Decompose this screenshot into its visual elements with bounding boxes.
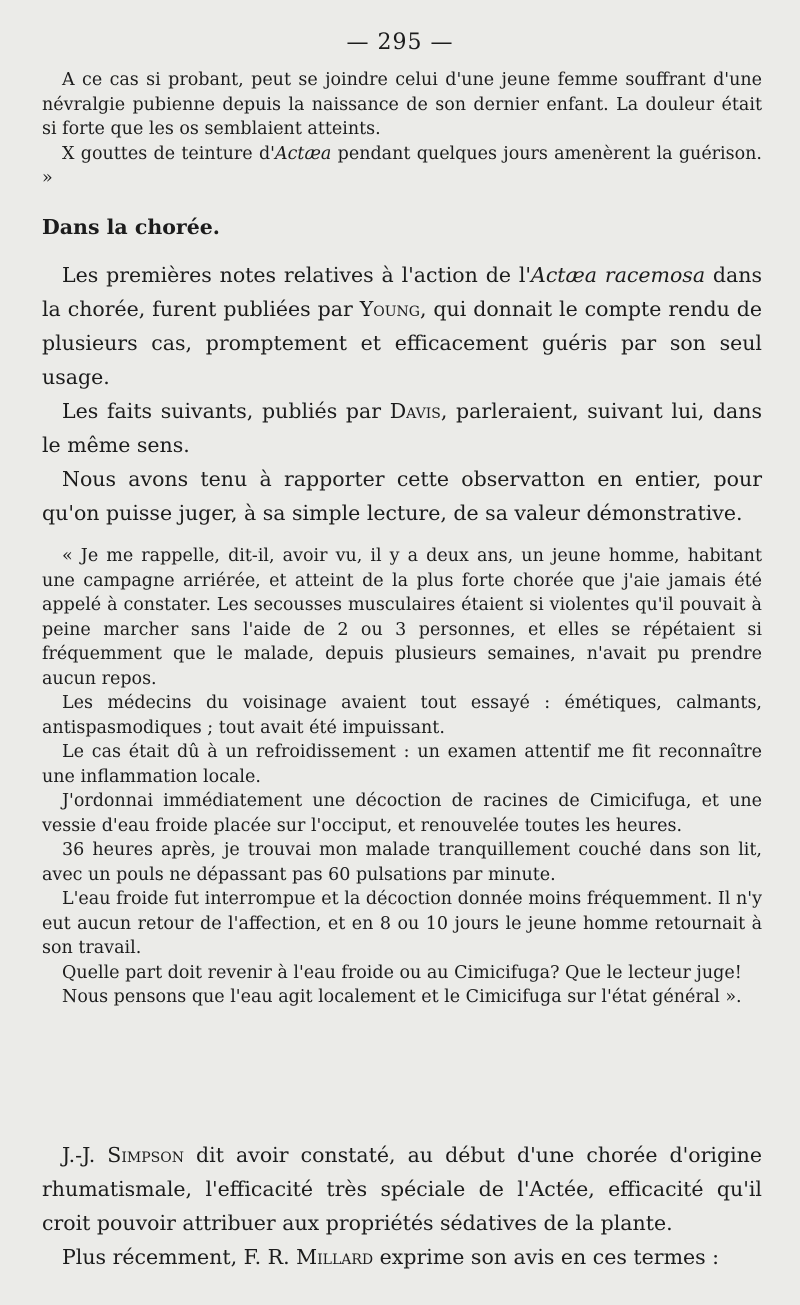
section-heading: Dans la chorée. (42, 215, 220, 239)
top-text-block (42, 68, 762, 191)
quote-paragraph: 36 heures après, je trouvai mon malade tranquillement couché dans son lit, avec un pouls ne dépassant pas 60 pulsations par minute. (42, 840, 762, 885)
quote-paragraph: Quelle part doit revenir à l'eau froide ou au Cimicifuga? Que le lecteur juge! (62, 962, 742, 983)
quote-paragraph: J'ordonnai immédiatement une décoction de racines de Cimicifuga, et une vessie d'eau froide placée sur l'occiput, et renouvelée toutes les heures. (42, 791, 762, 836)
quote-paragraph: L'eau froide fut interrompue et la décoction donnée moins fréquemment. Il n'y eut aucun retour de l'affection, et en 8 ou 10 jours le jeune homme retournait à son travail. (42, 889, 762, 958)
paragraph: Nous avons tenu à rapporter cette observatton en entier, pour qu'on puisse juger, à sa simple lecture, de sa valeur démonstrative. (42, 467, 762, 525)
quote-paragraph: « Je me rappelle, dit-il, avoir vu, il y a deux ans, un jeune homme, habitant une campagne arriérée, et atteint de la plus forte chorée que j'aie jamais été appelé à constater. Les secousses musculaires étaient si violentes qu'il pouvait à peine marcher sans l'aide de 2 ou 3 personnes, et elles se répétaient si fréquemment que le malade, depuis plusieurs semaines, n'avait pu prendre aucun repos. (42, 546, 762, 689)
paragraph: A ce cas si probant, peut se joindre celui d'une jeune femme souffrant d'une névralgie pubienne depuis la naissance de son dernier enfant. La douleur était si forte que les os semblaient atteints. (42, 70, 762, 139)
paragraph: Plus récemment, F. R. Millard exprime son avis en ces termes : (62, 1245, 720, 1269)
page-number: — 295 — (346, 30, 454, 55)
quote-paragraph: Nous pensons que l'eau agit localement et le Cimicifuga sur l'état général ». (62, 987, 742, 1007)
bottom-text-block (42, 1138, 762, 1274)
paragraph: Les faits suivants, publiés par Davis, parleraient, suivant lui, dans le même sens. (42, 399, 762, 457)
quote-paragraph: Les médecins du voisinage avaient tout essayé : émétiques, calmants, antispasmodiques ; tout avait été impuissant. (42, 693, 762, 738)
paragraph: X gouttes de teinture d'Actæa pendant quelques jours amenèrent la guérison. » (42, 143, 762, 188)
quote-text-block (42, 544, 762, 1010)
paragraph: J.-J. Simpson dit avoir constaté, au début d'une chorée d'origine rhumatismale, l'efficacité très spéciale de l'Actée, efficacité qu'il croit pouvoir attribuer aux propriétés sédatives de la plante. (42, 1143, 762, 1235)
quote-paragraph: Le cas était dû à un refroidissement : un examen attentif me fit reconnaître une inflammation locale. (42, 742, 762, 787)
paragraph: Les premières notes relatives à l'action de l'Actæa racemosa dans la chorée, furent publiées par Young, qui donnait le compte rendu de plusieurs cas, promptement et efficacement guéris par son seul usage. (42, 263, 762, 389)
main-text-block (42, 210, 762, 530)
